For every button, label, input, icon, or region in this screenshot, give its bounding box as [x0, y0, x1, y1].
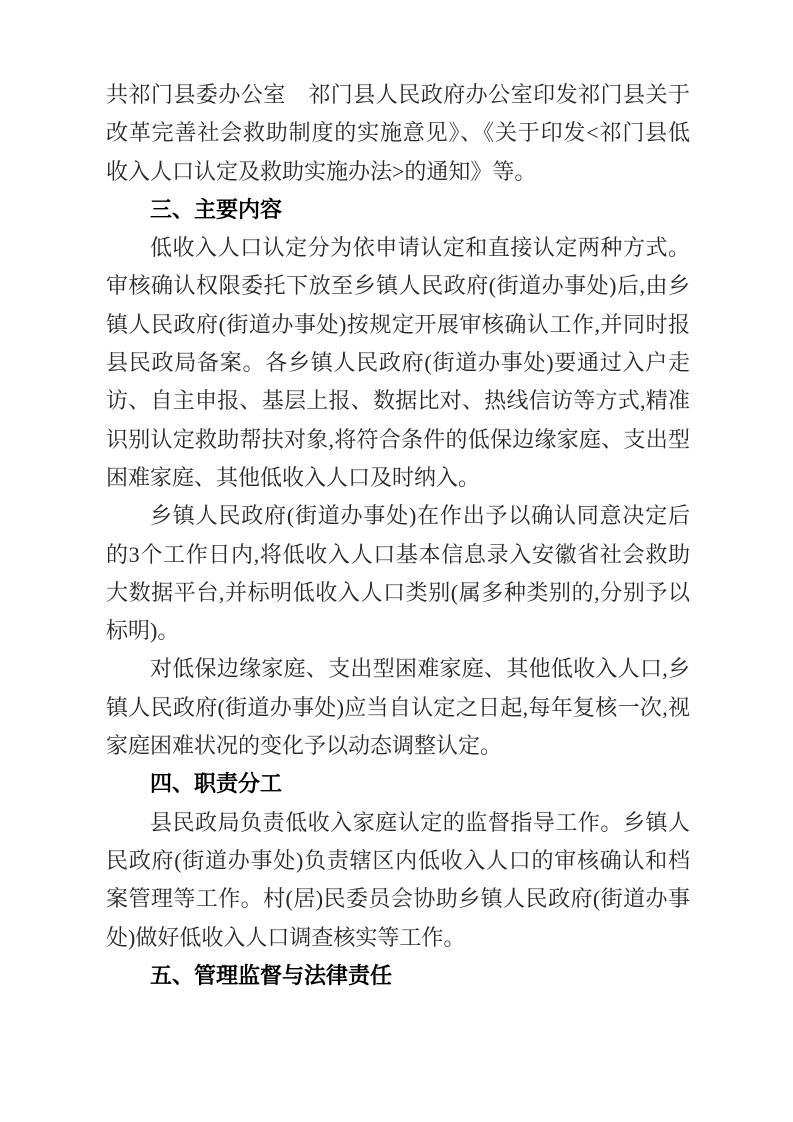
section-heading-main-content: 三、主要内容	[150, 196, 283, 222]
paragraph-annual-review: 对低保边缘家庭、支出型困难家庭、其他低收入人口,乡镇人民政府(街道办事处)应当自认定之日起,每年复核一次,视家庭困难状况的变化予以动态调整认定。	[106, 656, 690, 759]
paragraph-duty-division-details: 县民政局负责低收入家庭认定的监督指导工作。乡镇人民政府(街道办事处)负责辖区内低收入人口的审核确认和档案管理等工作。村(居)民委员会协助乡镇人民政府(街道办事处)做好低收入人口调查核实等工作。	[106, 809, 690, 950]
paragraph-data-platform-entry: 乡镇人民政府(街道办事处)在作出予以确认同意决定后的3个工作日内,将低收入人口基本信息录入安徽省社会救助大数据平台,并标明低收入人口类别(属多种类别的,分别予以标明)。	[106, 503, 690, 644]
paragraph-identification-methods: 低收入人口认定分为依申请认定和直接认定两种方式。审核确认权限委托下放至乡镇人民政府(街道办事处)后,由乡镇人民政府(街道办事处)按规定开展审核确认工作,并同时报县民政局备案。各乡镇人民政府(街道办事处)要通过入户走访、自主申报、基层上报、数据比对、热线信访等方式,精准识别认定救助帮扶对象,将符合条件的低保边缘家庭、支出型困难家庭、其他低收入人口及时纳入。	[106, 235, 690, 490]
section-heading-supervision-legal-liability: 五、管理监督与法律责任	[150, 962, 393, 988]
paragraph-continued-from-previous-page: 共祁门县委办公室 祁门县人民政府办公室印发祁门县关于改革完善社会救助制度的实施意见》、《关于印发<祁门县低收入人口认定及救助实施办法>的通知》等。	[106, 82, 690, 184]
section-heading-duty-division: 四、职责分工	[150, 771, 283, 797]
